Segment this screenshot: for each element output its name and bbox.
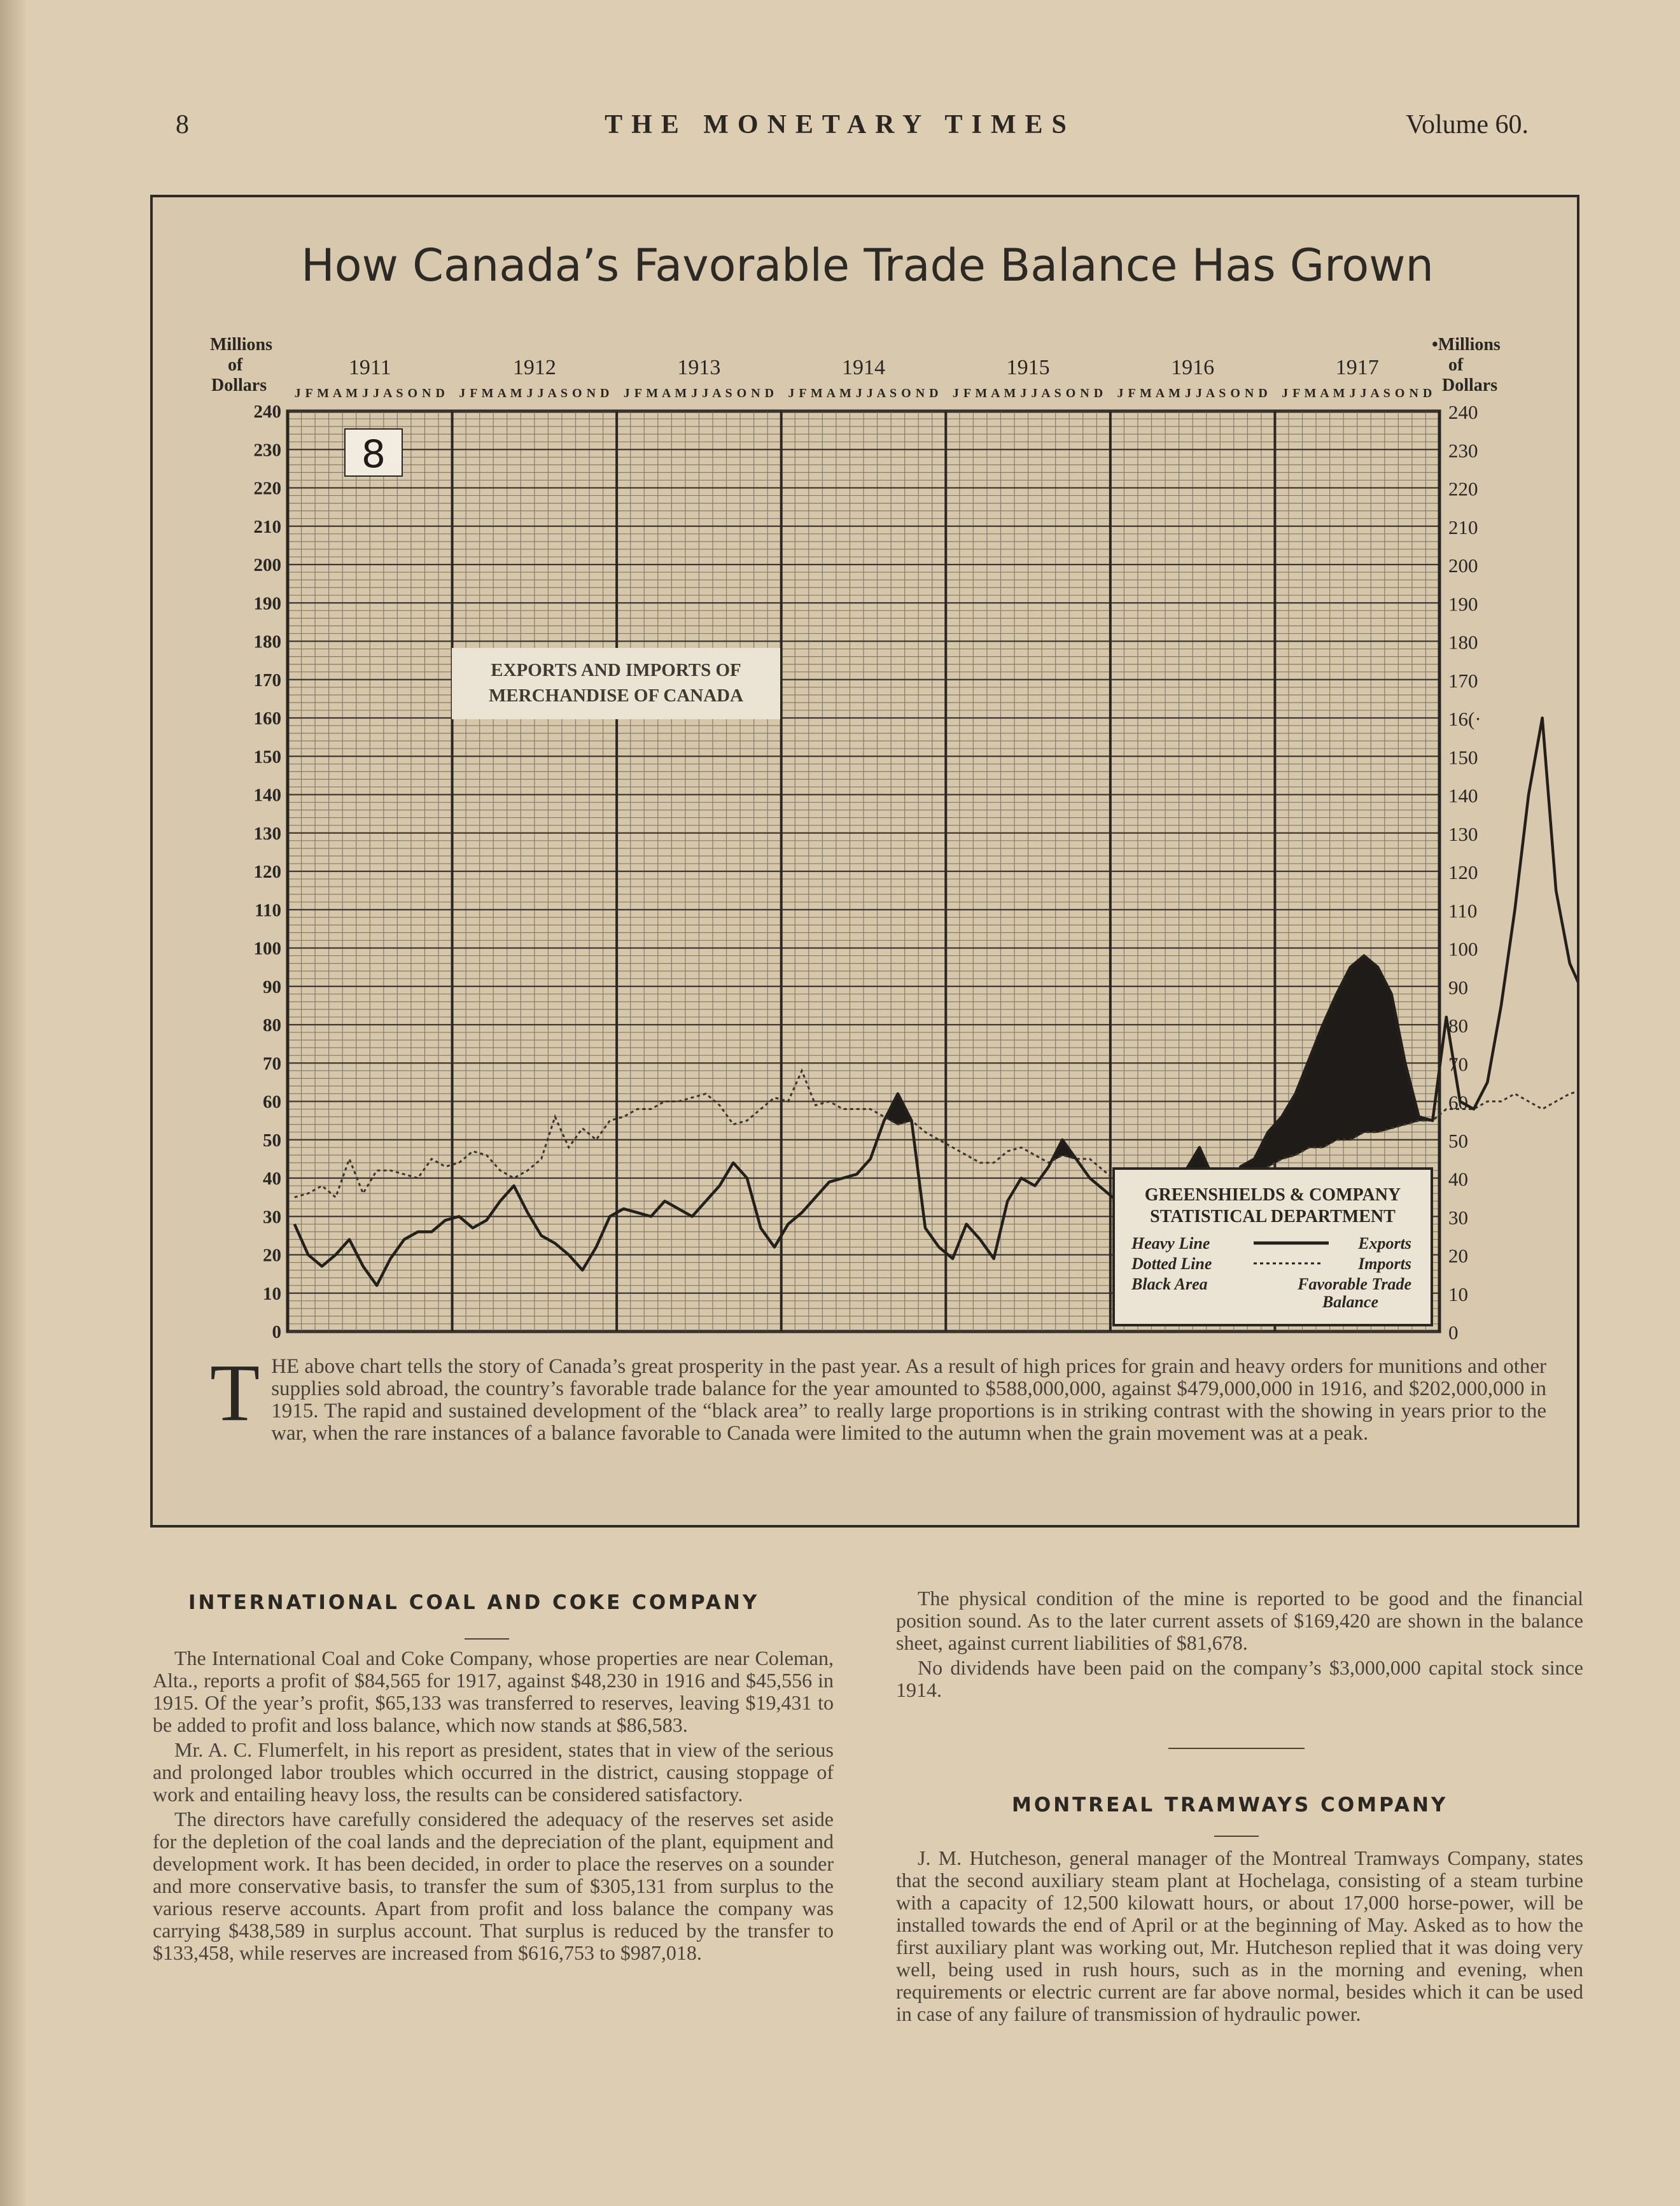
y-tick-label-right: 230 bbox=[1448, 439, 1478, 462]
y-tick-label-right: 200 bbox=[1448, 554, 1478, 577]
chart-caption bbox=[210, 1347, 1546, 1445]
chart-figure bbox=[150, 195, 1579, 1528]
y-tick-label-right: 240 bbox=[1448, 401, 1478, 423]
page-edge bbox=[0, 0, 25, 2206]
month-letters: J F M A M J J A S O N D bbox=[623, 386, 775, 400]
y-tick-label-right: 30 bbox=[1448, 1206, 1468, 1229]
y-tick-label-left: 170 bbox=[253, 670, 281, 691]
year-label: 1912 bbox=[512, 356, 556, 379]
y-tick-label-left: 10 bbox=[263, 1283, 281, 1304]
y-tick-label-right: 50 bbox=[1448, 1129, 1468, 1152]
year-label: 1915 bbox=[1006, 356, 1050, 379]
month-letters: J F M A M J J A S O N D bbox=[788, 386, 939, 400]
y-tick-label-left: 80 bbox=[263, 1015, 281, 1036]
y-tick-label-left: 30 bbox=[263, 1207, 281, 1228]
year-label: 1911 bbox=[348, 356, 391, 379]
y-tick-label-left: 140 bbox=[253, 785, 281, 806]
legend-key: Dotted Line bbox=[1131, 1254, 1212, 1273]
y-tick-label-right: 150 bbox=[1448, 746, 1478, 769]
legend-value: Imports bbox=[1358, 1254, 1411, 1273]
legend-value: Exports bbox=[1358, 1234, 1411, 1253]
paragraph: The physical condition of the mine is reported to be good and the financial position sound. As to the later current assets of $169,420 are shown in the balance sheet, against current liabilities of $81,678. bbox=[896, 1587, 1583, 1654]
y-tick-label-left: 200 bbox=[253, 555, 281, 575]
axis-label-left: of bbox=[228, 355, 243, 375]
y-tick-label-right: 60 bbox=[1448, 1091, 1468, 1114]
section-divider bbox=[1168, 1748, 1305, 1749]
paragraph: No dividends have been paid on the company’s $3,000,000 capital stock since 1914. bbox=[896, 1656, 1583, 1701]
y-tick-label-left: 70 bbox=[263, 1053, 281, 1074]
y-tick-label-left: 90 bbox=[263, 976, 281, 997]
stamp-number: 8 bbox=[361, 432, 386, 477]
y-tick-label-right: 0 bbox=[1448, 1321, 1459, 1344]
y-tick-label-right: 80 bbox=[1448, 1015, 1468, 1037]
year-label: 1913 bbox=[677, 356, 721, 379]
y-tick-label-right: 16(· bbox=[1448, 708, 1481, 730]
axis-label-right: •Millions bbox=[1432, 335, 1501, 355]
trade-balance-chart bbox=[153, 197, 1577, 1525]
y-tick-label-left: 160 bbox=[253, 708, 281, 729]
axis-label-right: Dollars bbox=[1442, 376, 1498, 395]
y-tick-label-right: 40 bbox=[1448, 1168, 1468, 1190]
heading-rule bbox=[1214, 1836, 1259, 1837]
year-label: 1914 bbox=[842, 356, 885, 379]
y-tick-label-left: 230 bbox=[253, 440, 281, 461]
caption-text: HE above chart tells the story of Canada’s great prosperity in the past year. As a result of high prices for grain and heavy orders for munitions and other supplies sold abroad, the country’s favorable trade balance for the year amounted to $588,000,000, against $479,000,000 in 1916, and $202,000,000 in 1915. The rapid and sustained development of the “black area” to really large proportions is in striking contrast with the showing in years prior to the war, when the rare instances of a balance favorable to Canada were limited to the autumn when the grain movement was at a peak. bbox=[271, 1355, 1546, 1445]
paragraph: J. M. Hutcheson, general manager of the Montreal Tramways Company, states that the second auxiliary steam plant at Hochelaga, consisting of a steam turbine with a capacity of 12,500 kilowatt hours, or about 17,000 horse-power, will be installed towards the end of April or at the beginning of May. Asked as to how the first auxiliary plant was working out, Mr. Hutcheson replied that it was doing very well, being used in rush hours, such as in the morning and evening, when requirements or electric current are far above normal, besides which it can be used in case of any failure of transmission of hydraulic power. bbox=[896, 1846, 1583, 2025]
inset-label-box bbox=[452, 648, 780, 719]
y-tick-label-right: 120 bbox=[1448, 861, 1478, 883]
y-tick-label-right: 130 bbox=[1448, 822, 1478, 845]
y-tick-label-right: 110 bbox=[1448, 899, 1478, 922]
y-tick-label-left: 60 bbox=[263, 1092, 281, 1113]
y-tick-label-left: 50 bbox=[263, 1130, 281, 1151]
y-tick-label-left: 110 bbox=[255, 900, 281, 921]
caption-dropcap: T bbox=[210, 1347, 260, 1438]
y-tick-label-left: 130 bbox=[253, 823, 281, 844]
axis-label-left: Dollars bbox=[211, 376, 267, 395]
paragraph: The International Coal and Coke Company, whose properties are near Coleman, Alta., reports a profit of $84,565 for 1917, against $48,230 in 1916 and $45,556 in 1915. Of the year’s profit, $65,133 was transferred to reserves, leaving $19,431 to be added to profit and loss balance, which now stands at $86,583. bbox=[153, 1647, 834, 1736]
legend-value: Favorable Trade bbox=[1298, 1275, 1411, 1293]
paragraph: The directors have carefully considered the adequacy of the reserves set aside for the depletion of the coal lands and the depreciation of the plant, equipment and development work. It has been decided, in order to place the reserves on a sounder and more conservative basis, to transfer the sum of $305,131 from surplus to the various reserve accounts. Apart from profit and loss balance the company was carrying $438,589 in surplus account. That surplus is reduced by the transfer to $133,458, while reserves are increased from $616,753 to $987,018. bbox=[153, 1808, 834, 1964]
y-tick-label-left: 100 bbox=[253, 938, 281, 959]
article-heading-montreal-tramways: MONTREAL TRAMWAYS COMPANY bbox=[1012, 1794, 1448, 1816]
y-tick-label-right: 190 bbox=[1448, 593, 1478, 615]
chart-title: How Canada’s Favorable Trade Balance Has Grown bbox=[301, 239, 1434, 292]
y-tick-label-right: 20 bbox=[1448, 1244, 1468, 1267]
y-tick-label-right: 220 bbox=[1448, 477, 1478, 500]
month-letters: J F M A M J J A S O N D bbox=[459, 386, 610, 400]
y-tick-label-right: 10 bbox=[1448, 1282, 1468, 1305]
y-tick-label-left: 0 bbox=[272, 1322, 281, 1342]
legend-heading: STATISTICAL DEPARTMENT bbox=[1150, 1207, 1396, 1226]
inset-label-text: MERCHANDISE OF CANADA bbox=[488, 685, 744, 706]
y-tick-label-left: 190 bbox=[253, 593, 281, 614]
article-montreal-tramways bbox=[896, 1847, 1583, 2028]
y-tick-label-left: 20 bbox=[263, 1245, 281, 1266]
y-tick-label-left: 240 bbox=[253, 402, 281, 422]
axis-label-left: Millions bbox=[210, 335, 273, 355]
legend-key: Heavy Line bbox=[1131, 1234, 1210, 1253]
volume-label: Volume 60. bbox=[1406, 110, 1529, 139]
year-label: 1916 bbox=[1171, 356, 1215, 379]
legend-value: Balance bbox=[1322, 1293, 1378, 1311]
heading-rule bbox=[465, 1638, 509, 1640]
y-tick-label-right: 210 bbox=[1448, 516, 1478, 538]
y-tick-label-left: 40 bbox=[263, 1169, 281, 1189]
year-label: 1917 bbox=[1335, 356, 1379, 379]
legend-key: Black Area bbox=[1131, 1275, 1208, 1293]
month-letters: J F M A M J J A S O N D bbox=[294, 386, 445, 400]
axis-label-right: of bbox=[1448, 355, 1464, 375]
y-tick-label-left: 220 bbox=[253, 478, 281, 499]
month-letters: J F M A M J J A S O N D bbox=[952, 386, 1104, 400]
month-letters: J F M A M J J A S O N D bbox=[1282, 386, 1433, 400]
y-tick-label-left: 180 bbox=[253, 631, 281, 652]
y-tick-label-right: 180 bbox=[1448, 631, 1478, 654]
inset-label-text: EXPORTS AND IMPORTS OF bbox=[491, 660, 741, 680]
article-coal-coke-continued bbox=[896, 1587, 1583, 1704]
article-heading-coal-coke: INTERNATIONAL COAL AND COKE COMPANY bbox=[188, 1591, 760, 1614]
month-letters: J F M A M J J A S O N D bbox=[1117, 386, 1268, 400]
y-tick-label-right: 170 bbox=[1448, 669, 1478, 692]
legend-heading: GREENSHIELDS & COMPANY bbox=[1144, 1185, 1401, 1205]
y-tick-label-left: 150 bbox=[253, 747, 281, 768]
paragraph: Mr. A. C. Flumerfelt, in his report as president, states that in view of the serious and prolonged labor troubles which occurred in the district, causing stoppage of work and entailing heavy loss, the results can be considered satisfactory. bbox=[153, 1738, 834, 1806]
page-number: 8 bbox=[176, 110, 189, 139]
y-tick-label-left: 210 bbox=[253, 516, 281, 537]
y-tick-label-right: 70 bbox=[1448, 1053, 1468, 1076]
y-tick-label-right: 90 bbox=[1448, 976, 1468, 999]
y-tick-label-left: 120 bbox=[253, 862, 281, 882]
y-tick-label-right: 100 bbox=[1448, 938, 1478, 960]
y-tick-label-right: 140 bbox=[1448, 784, 1478, 807]
publication-title: THE MONETARY TIMES bbox=[605, 110, 1075, 139]
article-coal-coke bbox=[153, 1647, 834, 1967]
